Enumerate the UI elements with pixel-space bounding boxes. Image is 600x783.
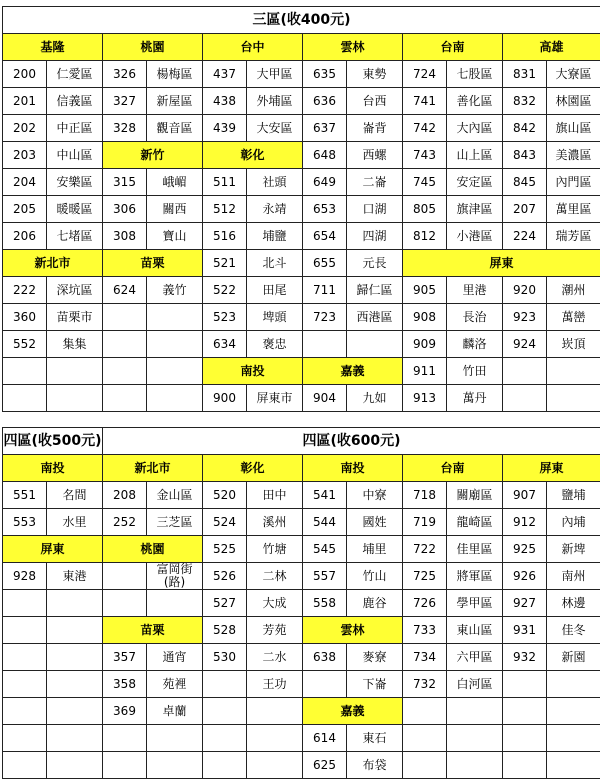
postal-code: 741 (402, 87, 447, 115)
empty-cell (546, 670, 600, 698)
region-header: 基隆 (2, 33, 103, 61)
postal-code: 711 (302, 276, 347, 304)
empty-cell (46, 751, 103, 779)
district-name: 屏東市 (246, 384, 303, 412)
postal-code: 328 (102, 114, 147, 142)
postal-code: 931 (502, 616, 547, 644)
region-header: 雲林 (302, 33, 403, 61)
empty-cell (546, 697, 600, 725)
empty-cell (402, 724, 447, 752)
district-name: 東石 (346, 724, 403, 752)
empty-cell (546, 724, 600, 752)
district-name: 大寮區 (546, 60, 600, 88)
district-name: 崁頂 (546, 330, 600, 358)
empty-cell (202, 670, 247, 698)
district-name: 六甲區 (446, 643, 503, 671)
district-name: 埤頭 (246, 303, 303, 331)
postal-code: 842 (502, 114, 547, 142)
district-name (546, 384, 600, 412)
section-title: 三區(收400元) (2, 6, 600, 34)
empty-cell (502, 697, 547, 725)
district-name: 褒忠 (246, 330, 303, 358)
empty-cell (402, 751, 447, 779)
postal-code: 315 (102, 168, 147, 196)
postal-code: 927 (502, 589, 547, 617)
region-header: 雲林 (302, 616, 403, 644)
district-name: 東山區 (446, 616, 503, 644)
postal-code: 845 (502, 168, 547, 196)
postal-code: 649 (302, 168, 347, 196)
district-name: 中寮 (346, 481, 403, 509)
district-name: 將軍區 (446, 562, 503, 590)
region-header: 新北市 (102, 454, 203, 482)
postal-code: 724 (402, 60, 447, 88)
postal-code: 654 (302, 222, 347, 250)
district-name: 萬里區 (546, 195, 600, 223)
empty-cell (202, 751, 247, 779)
postal-code: 900 (202, 384, 247, 412)
district-name: 善化區 (446, 87, 503, 115)
postal-code: 745 (402, 168, 447, 196)
postal-code: 843 (502, 141, 547, 169)
district-name: 瑞芳區 (546, 222, 600, 250)
empty-cell (2, 643, 47, 671)
district-name: 小港區 (446, 222, 503, 250)
postal-code: 360 (2, 303, 47, 331)
postal-code: 327 (102, 87, 147, 115)
district-name: 安樂區 (46, 168, 103, 196)
postal-code: 437 (202, 60, 247, 88)
empty-cell (46, 724, 103, 752)
district-name: 里港 (446, 276, 503, 304)
empty-cell (146, 303, 203, 331)
postal-code: 924 (502, 330, 547, 358)
district-name: 水里 (46, 508, 103, 536)
postal-code: 524 (202, 508, 247, 536)
postal-code: 523 (202, 303, 247, 331)
postal-code: 904 (302, 384, 347, 412)
region-header: 嘉義 (302, 697, 403, 725)
postal-code: 206 (2, 222, 47, 250)
postal-code: 923 (502, 303, 547, 331)
district-name: 田中 (246, 481, 303, 509)
district-name: 佳里區 (446, 535, 503, 563)
empty-cell (102, 724, 147, 752)
region-header: 南投 (202, 357, 303, 385)
postal-code: 512 (202, 195, 247, 223)
postal-code: 207 (502, 195, 547, 223)
empty-cell (102, 357, 147, 385)
district-name: 白河區 (446, 670, 503, 698)
district-name: 新屋區 (146, 87, 203, 115)
region-header: 台南 (402, 33, 503, 61)
empty-cell (46, 670, 103, 698)
postal-code: 557 (302, 562, 347, 590)
region-header: 屏東 (2, 535, 103, 563)
district-name: 布袋 (346, 751, 403, 779)
postal-code: 521 (202, 249, 247, 277)
empty-cell (2, 616, 47, 644)
postal-code: 528 (202, 616, 247, 644)
district-name: 七股區 (446, 60, 503, 88)
region-header: 桃園 (102, 33, 203, 61)
empty-cell (146, 724, 203, 752)
empty-cell (546, 751, 600, 779)
empty-cell (302, 330, 347, 358)
postal-code: 357 (102, 643, 147, 671)
district-name: 中山區 (46, 141, 103, 169)
district-name: 大安區 (246, 114, 303, 142)
empty-cell (446, 724, 503, 752)
postal-code: 553 (2, 508, 47, 536)
empty-cell (2, 751, 47, 779)
region-header: 高雄 (502, 33, 600, 61)
empty-cell (2, 670, 47, 698)
postal-code: 637 (302, 114, 347, 142)
district-name: 旗津區 (446, 195, 503, 223)
district-name: 大內區 (446, 114, 503, 142)
district-name: 深坑區 (46, 276, 103, 304)
district-name: 永靖 (246, 195, 303, 223)
empty-cell (46, 616, 103, 644)
postal-code: 725 (402, 562, 447, 590)
postal-code: 742 (402, 114, 447, 142)
empty-cell (102, 303, 147, 331)
postal-code: 920 (502, 276, 547, 304)
postal-code: 222 (2, 276, 47, 304)
empty-cell (146, 384, 203, 412)
region-header: 彰化 (202, 141, 303, 169)
empty-cell (146, 357, 203, 385)
postal-code: 624 (102, 276, 147, 304)
district-name: 新園 (546, 643, 600, 671)
region-header: 嘉義 (302, 357, 403, 385)
postal-code: 541 (302, 481, 347, 509)
district-name: 長治 (446, 303, 503, 331)
district-name: 內埔 (546, 508, 600, 536)
postal-code: 907 (502, 481, 547, 509)
postal-code: 928 (2, 562, 47, 590)
district-name: 龍崎區 (446, 508, 503, 536)
district-name: 外埔區 (246, 87, 303, 115)
district-name: 名間 (46, 481, 103, 509)
district-name: 溪州 (246, 508, 303, 536)
district-name: 西螺 (346, 141, 403, 169)
district-name: 旗山區 (546, 114, 600, 142)
postal-code: 926 (502, 562, 547, 590)
district-name: 峨嵋 (146, 168, 203, 196)
postal-code: 530 (202, 643, 247, 671)
empty-cell (2, 697, 47, 725)
postal-code: 723 (302, 303, 347, 331)
region-header: 南投 (302, 454, 403, 482)
region-header: 新北市 (2, 249, 103, 277)
district-name: 寶山 (146, 222, 203, 250)
postal-code: 719 (402, 508, 447, 536)
empty-cell (502, 670, 547, 698)
region-header: 桃園 (102, 535, 203, 563)
district-name: 萬巒 (546, 303, 600, 331)
district-name: 金山區 (146, 481, 203, 509)
postal-code: 912 (502, 508, 547, 536)
postal-code: 438 (202, 87, 247, 115)
postal-code: 545 (302, 535, 347, 563)
region-header: 屏東 (402, 249, 600, 277)
district-name: 大甲區 (246, 60, 303, 88)
postal-code: 911 (402, 357, 447, 385)
postal-code: 369 (102, 697, 147, 725)
postal-code: 636 (302, 87, 347, 115)
district-name: 信義區 (46, 87, 103, 115)
empty-cell (246, 751, 303, 779)
district-name: 林園區 (546, 87, 600, 115)
district-name: 萬丹 (446, 384, 503, 412)
district-name: 西港區 (346, 303, 403, 331)
district-name: 學甲區 (446, 589, 503, 617)
district-name: 安定區 (446, 168, 503, 196)
empty-cell (46, 589, 103, 617)
region-header: 台中 (202, 33, 303, 61)
postal-code: 204 (2, 168, 47, 196)
empty-cell (146, 589, 203, 617)
empty-cell (302, 670, 347, 698)
empty-cell (46, 697, 103, 725)
postal-code: 203 (2, 141, 47, 169)
district-name: 二林 (246, 562, 303, 590)
district-name: 南州 (546, 562, 600, 590)
district-name: 鹿谷 (346, 589, 403, 617)
postal-code: 614 (302, 724, 347, 752)
empty-cell (202, 724, 247, 752)
empty-cell (102, 330, 147, 358)
empty-cell (146, 751, 203, 779)
district-name: 山上區 (446, 141, 503, 169)
postal-code: 925 (502, 535, 547, 563)
district-name: 竹塘 (246, 535, 303, 563)
district-name: 仁愛區 (46, 60, 103, 88)
postal-code: 734 (402, 643, 447, 671)
empty-cell (46, 384, 103, 412)
postal-code: 913 (402, 384, 447, 412)
postal-code: 551 (2, 481, 47, 509)
section-title: 四區(收600元) (102, 427, 600, 455)
postal-code: 224 (502, 222, 547, 250)
district-name: 王功 (246, 670, 303, 698)
postal-code: 522 (202, 276, 247, 304)
district-name: 東勢 (346, 60, 403, 88)
district-name: 內門區 (546, 168, 600, 196)
postal-code: 208 (102, 481, 147, 509)
postal-code: 909 (402, 330, 447, 358)
postal-code: 552 (2, 330, 47, 358)
district-name: 九如 (346, 384, 403, 412)
empty-cell (46, 643, 103, 671)
district-name: 口湖 (346, 195, 403, 223)
district-name: 歸仁區 (346, 276, 403, 304)
district-name: 集集 (46, 330, 103, 358)
region-header: 台南 (402, 454, 503, 482)
district-name: 新埤 (546, 535, 600, 563)
empty-cell (246, 724, 303, 752)
postal-code: 648 (302, 141, 347, 169)
district-name: 國姓 (346, 508, 403, 536)
postal-code: 516 (202, 222, 247, 250)
district-name: 觀音區 (146, 114, 203, 142)
region-header: 彰化 (202, 454, 303, 482)
district-name: 暖暖區 (46, 195, 103, 223)
postal-code: 805 (402, 195, 447, 223)
postal-code: 308 (102, 222, 147, 250)
empty-cell (346, 330, 403, 358)
postal-code: 200 (2, 60, 47, 88)
postal-code: 635 (302, 60, 347, 88)
district-name: 苗栗市 (46, 303, 103, 331)
empty-cell (502, 751, 547, 779)
empty-cell (46, 357, 103, 385)
postal-code: 905 (402, 276, 447, 304)
empty-cell (2, 724, 47, 752)
district-name: 埔里 (346, 535, 403, 563)
postal-code: 908 (402, 303, 447, 331)
district-name: 竹山 (346, 562, 403, 590)
district-name: 關西 (146, 195, 203, 223)
district-name: 關廟區 (446, 481, 503, 509)
district-name: 芳苑 (246, 616, 303, 644)
postal-code: 743 (402, 141, 447, 169)
region-header: 屏東 (502, 454, 600, 482)
empty-cell (202, 697, 247, 725)
postal-code: 544 (302, 508, 347, 536)
district-name: 崙背 (346, 114, 403, 142)
postal-code: 655 (302, 249, 347, 277)
postal-code: 525 (202, 535, 247, 563)
postal-code: 625 (302, 751, 347, 779)
postal-code (502, 384, 547, 412)
district-name: 北斗 (246, 249, 303, 277)
postal-code: 326 (102, 60, 147, 88)
empty-cell (146, 330, 203, 358)
postal-code: 638 (302, 643, 347, 671)
district-name: 四湖 (346, 222, 403, 250)
district-name: 東港 (46, 562, 103, 590)
postal-code: 306 (102, 195, 147, 223)
postal-code: 733 (402, 616, 447, 644)
postal-code: 202 (2, 114, 47, 142)
postal-code: 722 (402, 535, 447, 563)
empty-cell (246, 697, 303, 725)
postal-code: 526 (202, 562, 247, 590)
postal-code: 653 (302, 195, 347, 223)
empty-cell (2, 357, 47, 385)
postal-code: 252 (102, 508, 147, 536)
district-name: 田尾 (246, 276, 303, 304)
region-header: 苗栗 (102, 249, 203, 277)
postal-code: 558 (302, 589, 347, 617)
district-name: 二水 (246, 643, 303, 671)
district-name: 通宵 (146, 643, 203, 671)
district-name: 美濃區 (546, 141, 600, 169)
postal-code: 718 (402, 481, 447, 509)
region-header: 南投 (2, 454, 103, 482)
district-name: 社頭 (246, 168, 303, 196)
district-name: 義竹 (146, 276, 203, 304)
district-name: 三芝區 (146, 508, 203, 536)
postal-code: 201 (2, 87, 47, 115)
district-name: 七堵區 (46, 222, 103, 250)
postal-code: 832 (502, 87, 547, 115)
postal-code: 812 (402, 222, 447, 250)
district-name: 麥寮 (346, 643, 403, 671)
postal-code: 520 (202, 481, 247, 509)
section-title: 四區(收500元) (2, 427, 103, 455)
region-header: 新竹 (102, 141, 203, 169)
district-name: 埔鹽 (246, 222, 303, 250)
region-header: 苗栗 (102, 616, 203, 644)
district-name: 潮州 (546, 276, 600, 304)
district-name: 富岡街(路) (146, 562, 203, 590)
empty-cell (502, 724, 547, 752)
district-name: 大成 (246, 589, 303, 617)
postal-code: 511 (202, 168, 247, 196)
district-name: 卓蘭 (146, 697, 203, 725)
postal-code: 358 (102, 670, 147, 698)
district-name: 二崙 (346, 168, 403, 196)
empty-cell (102, 751, 147, 779)
postal-code: 726 (402, 589, 447, 617)
postal-code: 634 (202, 330, 247, 358)
postal-code: 732 (402, 670, 447, 698)
empty-cell (402, 697, 447, 725)
district-name (546, 357, 600, 385)
empty-cell (102, 589, 147, 617)
district-name: 下崙 (346, 670, 403, 698)
empty-cell (102, 562, 147, 590)
district-name: 林邊 (546, 589, 600, 617)
postal-code: 439 (202, 114, 247, 142)
empty-cell (446, 751, 503, 779)
district-name: 鹽埔 (546, 481, 600, 509)
empty-cell (446, 697, 503, 725)
district-name: 佳冬 (546, 616, 600, 644)
postal-code: 932 (502, 643, 547, 671)
district-name: 元長 (346, 249, 403, 277)
empty-cell (102, 384, 147, 412)
postal-code: 831 (502, 60, 547, 88)
district-name: 竹田 (446, 357, 503, 385)
postal-code: 527 (202, 589, 247, 617)
district-name: 中正區 (46, 114, 103, 142)
district-name: 苑裡 (146, 670, 203, 698)
postal-code (502, 357, 547, 385)
empty-cell (2, 589, 47, 617)
district-name: 楊梅區 (146, 60, 203, 88)
postal-code: 205 (2, 195, 47, 223)
empty-cell (2, 384, 47, 412)
district-name: 台西 (346, 87, 403, 115)
district-name: 麟洛 (446, 330, 503, 358)
